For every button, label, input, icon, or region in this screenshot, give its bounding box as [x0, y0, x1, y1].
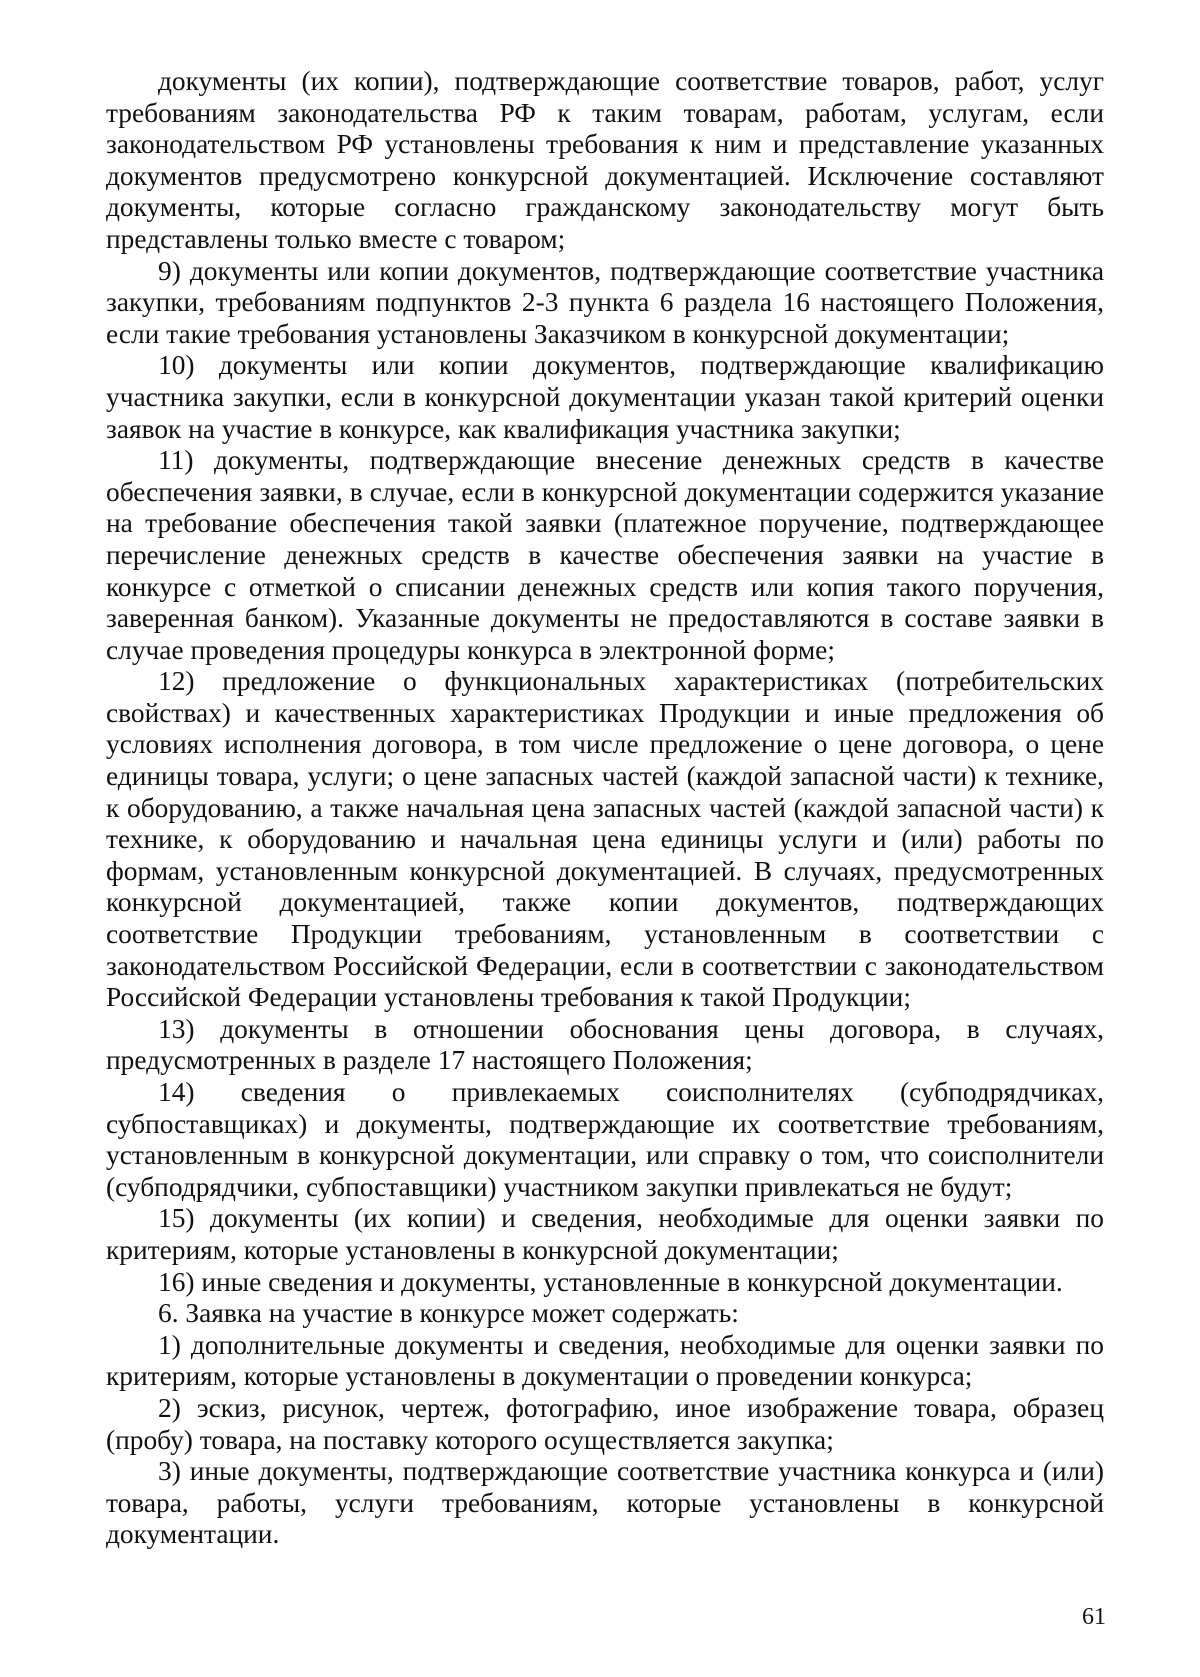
page-number: 61	[1082, 1604, 1106, 1630]
paragraph-section-6-item-1: 1) дополнительные документы и сведения, необходимые для оценки заявки по критериям, которые установлены в документации о проведении конкурса;	[106, 1329, 1104, 1392]
paragraph-item-11: 11) документы, подтверждающие внесение денежных средств в качестве обеспечения заявки, в случае, если в конкурсной документации содержится указание на требование обеспечения такой заявки (платежное поручение, подтверждающее перечисление денежных средств в качестве обеспечения заявки на участие в конкурсе с отметкой о списании денежных средств или копия такого поручения, заверенная банком). Указанные документы не предоставляются в составе заявки в случае проведения процедуры конкурса в электронной форме;	[106, 445, 1104, 665]
paragraph-item-10: 10) документы или копии документов, подтверждающие квалификацию участника закупки, если в конкурсной документации указан такой критерий оценки заявок на участие в конкурсе, как квалификация участника закупки;	[106, 350, 1104, 444]
paragraph-item-9: 9) документы или копии документов, подтверждающие соответствие участника закупки, требованиям подпунктов 2-3 пункта 6 раздела 16 настоящего Положения, если такие требования установлены Заказчиком в конкурсной документации;	[106, 255, 1104, 349]
paragraph-section-6-item-3: 3) иные документы, подтверждающие соответствие участника конкурса и (или) товара, работы, услуги требованиям, которые установлены в конкурсной документации.	[106, 1456, 1104, 1550]
paragraph-section-6-heading: 6. Заявка на участие в конкурсе может содержать:	[158, 1298, 739, 1329]
paragraph-item-14: 14) сведения о привлекаемых соисполнителях (субподрядчиках, субпоставщиках) и документы, подтверждающие их соответствие требованиям, установленным в конкурсной документации, или справку о том, что соисполнители (субподрядчики, субпоставщики) участником закупки привлекаться не будут;	[106, 1077, 1104, 1202]
paragraph-item-15: 15) документы (их копии) и сведения, необходимые для оценки заявки по критериям, которые установлены в конкурсной документации;	[106, 1203, 1104, 1265]
paragraph-item-12: 12) предложение о функциональных характеристиках (потребительских свойствах) и качественных характеристиках Продукции и иные предложения об условиях исполнения договора, в том числе предложение о цене договора, о цене единицы товара, услуги; о цене запасных частей (каждой запасной части) к технике, к оборудованию, а также начальная цена запасных частей (каждой запасной части) к технике, к оборудованию и начальная цена единицы услуги и (или) работы по формам, установленным конкурсной документацией. В случаях, предусмотренных конкурсной документацией, также копии документов, подтверждающих соответствие Продукции требованиям, установленным в соответствии с законодательством Российской Федерации, если в соответствии с законодательством Российской Федерации установлены требования к такой Продукции;	[106, 666, 1104, 1013]
paragraph-section-6-item-2: 2) эскиз, рисунок, чертеж, фотографию, иное изображение товара, образец (пробу) товара, на поставку которого осуществляется закупка;	[106, 1392, 1104, 1455]
document-body	[106, 66, 1104, 1551]
paragraph-item-13: 13) документы в отношении обоснования цены договора, в случаях, предусмотренных в разделе 17 настоящего Положения;	[106, 1013, 1104, 1076]
paragraph-documents-conformity: документы (их копии), подтверждающие соответствие товаров, работ, услуг требованиям законодательства РФ к таким товарам, работам, услугам, если законодательством РФ установлены требования к ним и представление указанных документов предусмотрено конкурсной документацией. Исключение составляют документы, которые согласно гражданскому законодательству могут быть представлены только вместе с товаром;	[106, 66, 1104, 254]
paragraph-item-16: 16) иные сведения и документы, установленные в конкурсной документации.	[158, 1266, 1063, 1297]
